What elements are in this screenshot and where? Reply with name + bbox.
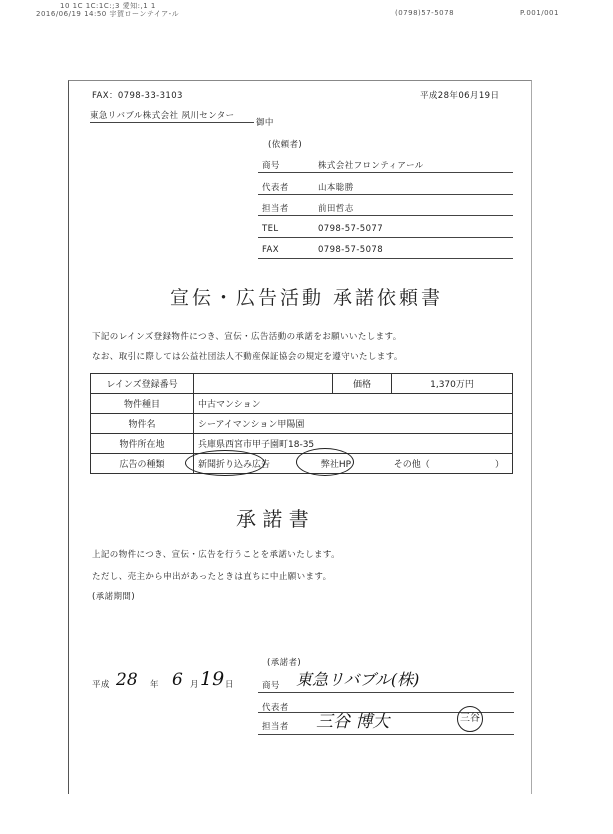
requester-label-trade: 商号 [262, 161, 280, 171]
price-label: 価格 [333, 374, 392, 394]
trade-name-value: 東急リバブル(株) [296, 670, 420, 689]
document-title: 宣伝・広告活動 承諾依頼書 [169, 287, 444, 309]
intro-line2: なお、取引に際しては公益社団法人不動産保証協会の規定を遵守いたします。 [92, 352, 403, 362]
reins-label: レインズ登録番号 [91, 374, 194, 394]
document-date: 平成28年06月19日 [420, 91, 500, 101]
signature-rule [258, 692, 514, 693]
fax-header-line3: (0798)57-5078 [395, 9, 455, 17]
address-value: 兵庫県西宮市甲子園町18-35 [194, 434, 513, 454]
requester-value-fax: 0798-57-5078 [318, 245, 384, 255]
rep-label: 代表者 [262, 703, 289, 713]
requester-value-tel: 0798-57-5077 [318, 224, 384, 234]
property-name-label: 物件名 [91, 414, 194, 434]
recipient: 東急リバブル株式会社 夙川センター [90, 111, 235, 121]
requester-label-tel: TEL [262, 224, 279, 234]
requester-label-person: 担当者 [262, 204, 289, 214]
consenter-label: (承諾者) [267, 658, 302, 668]
property-name-value: シーアイマンション甲陽園 [194, 414, 513, 434]
address-label: 物件所在地 [91, 434, 194, 454]
person-label: 担当者 [262, 722, 289, 732]
fax-header-line1: 10 1C 1C:1C:;3 愛知:,1 1 [60, 2, 156, 10]
requester-label-fax: FAX [262, 245, 279, 255]
consent-title: 承 諾 書 [236, 507, 309, 531]
requester-label-rep: 代表者 [262, 183, 289, 193]
consent-line2: ただし、売主から申出があったときは直ちに中止願います。 [92, 572, 332, 582]
table-row [91, 434, 513, 454]
property-type-label: 物件種目 [91, 394, 194, 414]
fax-header-line4: P.001/001 [520, 9, 559, 17]
requester-value-rep: 山本聡勝 [318, 183, 354, 193]
requester-section-label: (依頼者) [268, 140, 303, 150]
reins-value [194, 374, 333, 394]
intro-line1: 下記のレインズ登録物件につき、宣伝・広告活動の承諾をお願いいたします。 [92, 332, 402, 342]
ad-option-other-close: ） [494, 460, 504, 470]
date-year-suffix: 年 [150, 680, 159, 690]
date-year: 28 [116, 670, 138, 690]
requester-value-trade: 株式会社フロンティアール [318, 161, 424, 171]
table-row [91, 414, 513, 434]
ad-type-label: 広告の種類 [91, 454, 194, 474]
price-value: 1,370万円 [392, 374, 513, 394]
date-prefix: 平成 [92, 680, 110, 690]
recipient-underline [90, 122, 254, 123]
signature-rule [258, 734, 514, 735]
ad-option-website: 弊社HP [320, 460, 352, 470]
requester-rule [258, 258, 513, 259]
table-row [91, 394, 513, 414]
property-type-value: 中古マンション [194, 394, 513, 414]
requester-rule [258, 215, 513, 216]
person-value: 三谷 博大 [316, 712, 390, 732]
date-month-suffix: 月 [190, 680, 199, 690]
fax-header-line2: 2016/06/19 14:50 宇賀ローンテイア-ル [36, 10, 180, 18]
circle-mark-website [296, 448, 354, 476]
consent-line3: (承諾期間) [92, 592, 136, 602]
requester-rule [258, 237, 513, 238]
trade-name-label: 商号 [262, 681, 280, 691]
recipient-suffix: 御中 [256, 118, 274, 128]
date-month: 6 [172, 670, 183, 690]
date-day: 19 [200, 668, 225, 690]
hanko-seal: 三谷 [457, 706, 483, 732]
circle-mark-newspaper [185, 450, 265, 476]
table-row [91, 374, 513, 394]
requester-rule [258, 172, 513, 173]
fax-number: FAX：0798-33-3103 [92, 91, 183, 101]
requester-rule [258, 194, 513, 195]
consent-line1: 上記の物件につき、宣伝・広告を行うことを承諾いたします。 [92, 550, 341, 560]
date-day-suffix: 日 [225, 680, 234, 690]
requester-value-person: 前田哲志 [318, 204, 354, 214]
ad-option-newspaper: 新聞折り込み広告 [198, 460, 271, 470]
ad-option-other: その他（ [393, 460, 430, 470]
